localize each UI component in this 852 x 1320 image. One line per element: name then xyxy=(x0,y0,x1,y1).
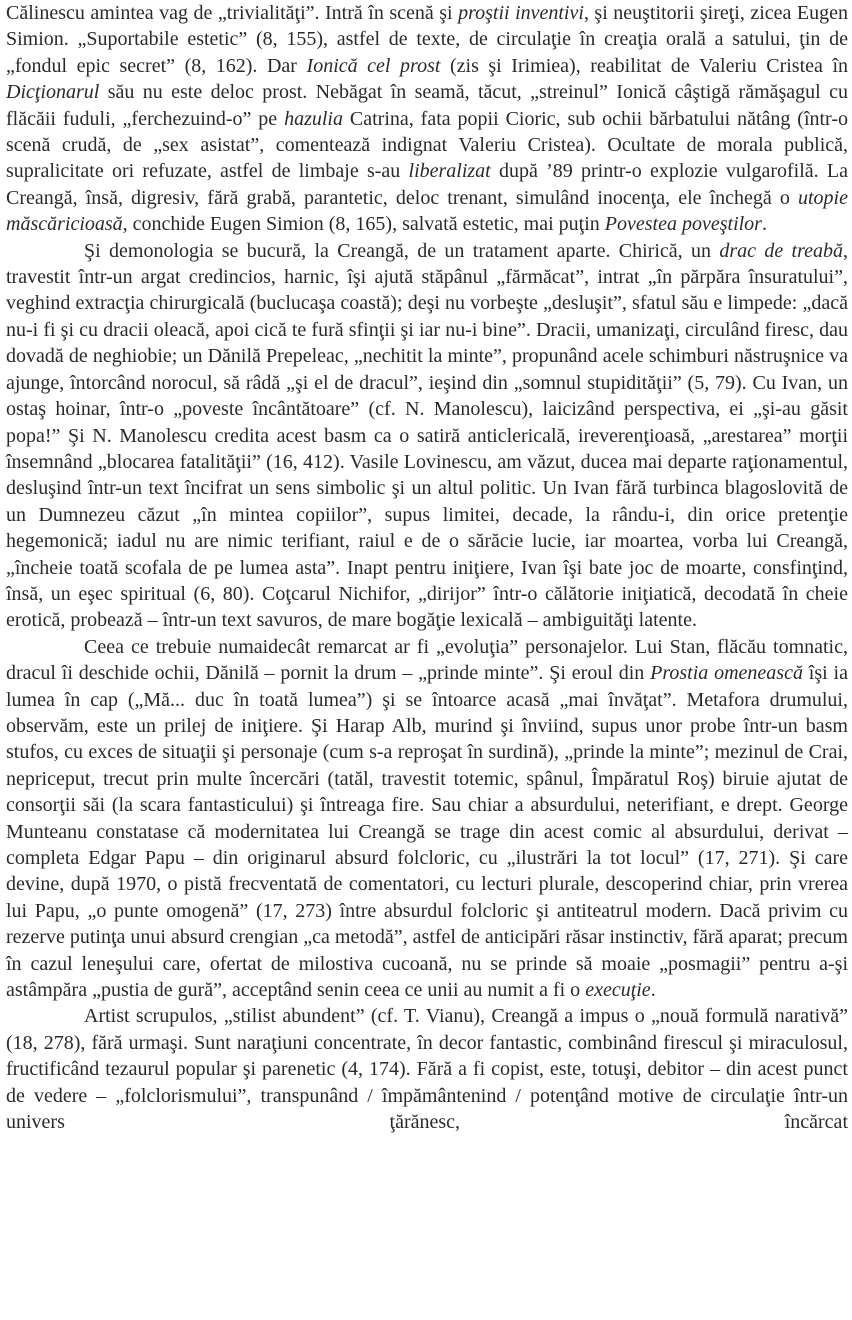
italic-text: Prostia omenească xyxy=(650,662,803,685)
text-run: Catrina, fata popii Cioric, sub ochii bărbatului nătâng (într-o scenă crudă, de „sex asistat”, comentează indignat Valeriu Cristea). Ocultate de morala publică, supralicitate ori refuzate, astfel de limbaje s-au xyxy=(6,107,848,183)
italic-text: Ionică cel prost xyxy=(306,54,441,77)
text-run: său nu este deloc prost. Nebăgat în seamă, tăcut, „streinul” Ionică câştigă rămăşagul cu flăcăii fuduli, „ferchezuind-o” pe xyxy=(6,81,848,130)
italic-text: Povestea poveştilor xyxy=(604,213,762,236)
italic-text: drac de treabă xyxy=(719,239,844,262)
text-run: , travestit într-un argat credincios, harnic, îşi ajută stăpânul „fărmăcat”, intrat „în părpăra însuratului”, veghind extracţia chirurgicală (buclucaşa coastă); deşi nu vorbeşte „desluşit”, sfatul său e limpede: „dacă nu-i fi şi cu dracii oleacă, apoi cică te fură sfinţii şi iar nu-i bine”. Dracii, umanizaţi, circulând firesc, dau dovadă de neghiobie; un Dănilă Prepeleac, „nechitit la minte”, propunând acele schimburi năstruşnice va ajunge, întorcând norocul, să râdă „şi el de dracul”, ieşind din „somnul stupidităţii” (5, 79). Cu Ivan, un ostaş hoinar, într-o „poveste încântătoare” (cf. N. Manolescu), laicizând perspectiva, ei „şi-au găsit popa!” Şi N. Manolescu credita acest basm ca o satiră anticlericală, ireverenţioasă, „arestarea” morţii însemnând „blocarea fatalităţii” (16, 412). Vasile Lovinescu, am văzut, ducea mai departe raţionamentul, desluşind într-un text încifrat un sens simbolic şi un altul politic. Un Ivan fără turbinca blagoslovită de un Dumnezeu căzut „în mintea copiilor”, supus limitei, decade, la rându-i, din orice pretenţie hegemonică; iadul nu are nimic terifiant, raiul e de o sărăcie lucie, iar moartea, vorba lui Creangă, „încheie toată scofala de pe lumea asta”. Inapt pentru iniţiere, Ivan îşi bate joc de moarte, consfinţind, însă, un eşec spiritual (6, 80). Coţcarul Nichifor, „dirijor” într-o călătorie iniţiatică, decodată în cheie erotică, probează – într-un text savuros, de mare bogăţie lexicală – ambiguităţi latente. xyxy=(6,239,849,632)
italic-text: utopie măscăricioasă xyxy=(6,186,848,236)
body-paragraph xyxy=(6,634,848,1004)
text-run: Călinescu amintea vag de „trivialităţi”. Intră în scenă şi xyxy=(6,2,459,24)
text-run: . xyxy=(761,213,767,236)
italic-text: execuţie xyxy=(585,979,651,1002)
text-run: după ’89 printr-o explozie vulgarofilă. La Creangă, însă, digresiv, fără grabă, parantetic, deloc trenant, simulând inocenţa, ele închegă o xyxy=(6,160,849,209)
document-page xyxy=(6,0,848,1135)
italic-text: liberalizat xyxy=(408,160,491,183)
text-run: Ceea ce trebuie numaidecât remarcat ar fi „evoluţia” personajelor. Lui Stan, flăcău tomnatic, dracul îi deschide ochii, Dănilă – pornit la drum – „prinde minte”. Şi eroul din xyxy=(6,635,848,685)
text-run: , conchide Eugen Simion (8, 165), salvată estetic, mai puţin xyxy=(122,213,605,236)
italic-text: proştii inventivi xyxy=(458,2,584,24)
text-run: . xyxy=(650,979,656,1002)
text-run: Şi demonologia se bucură, la Creangă, de un tratament aparte. Chirică, un xyxy=(84,239,720,262)
italic-text: Dicţionarul xyxy=(6,81,100,104)
text-run: îşi ia lumea în cap („Mă... duc în toată lumea”) şi se întoarce acasă „mai învăţat”. Metafora drumului, observăm, este un prilej de iniţiere. Şi Harap Alb, murind şi înviind, supus unor probe într-un basm stufos, cu exces de situaţii şi personaje (cum s-a reproşat în surdină), „prinde la minte”; mezinul de Crai, nepriceput, trecut prin multe încercări (tatăl, travestit totemic, spânul, Împăratul Roş) biruie ajutat de consorţii săi (la scara fantasticului) şi întreaga fire. Sau chiar a absurdului, neterifiant, e drept. George Munteanu constatase că modernitatea lui Creangă se trage din acest comic al absurdului, derivat – completa Edgar Papu – din originarul absurd folcloric, cu „ilustrări la tot locul” (17, 271). Şi care devine, după 1970, o pistă frecventată de comentatori, cu lecturi plurale, descoperind chiar, prin vrerea lui Papu, „o punte omogenă” (17, 273) între absurdul folcloric şi antiteatrul modern. Dacă privim cu rezerve putinţa unui absurd crengian „ca metodă”, astfel de anticipări răsar instinctiv, fără aparat; precum în cazul leneşului care, ofertat de milostiva cucoană, nu se prinde să moaie „posmagii” pentru a-şi astâmpăra „pustia de gură”, acceptând senin ceea ce unii au numit a fi o xyxy=(6,662,848,1002)
body-paragraph xyxy=(6,1003,848,1135)
body-paragraph xyxy=(6,0,848,238)
text-run: (zis şi Irimiea), reabilitat de Valeriu Cristea în xyxy=(440,54,848,77)
body-paragraph xyxy=(6,238,848,634)
text-run: , şi neuştitorii şireţi, zicea Eugen Simion. „Suportabile estetic” (8, 155), astfel de texte, de circulaţie în creaţia orală a satului, ţin de „fondul epic secret” (8, 162). Dar xyxy=(6,2,849,77)
text-run: Artist scrupulos, „stilist abundent” (cf. T. Vianu), Creangă a impus o „nouă formulă narativă” (18, 278), fără urmaşi. Sunt naraţiuni concentrate, în decor fantastic, combinând firescul şi miraculosul, fructificând tezaurul popular şi parenetic (4, 174). Fără a fi copist, este, totuşi, debitor – din acest punct de vedere – „folclorismului”, transpunând / împământenind / potenţând motive de circulaţie într-un univers ţărănesc, încărcat xyxy=(6,1005,848,1134)
italic-text: hazulia xyxy=(284,107,343,130)
